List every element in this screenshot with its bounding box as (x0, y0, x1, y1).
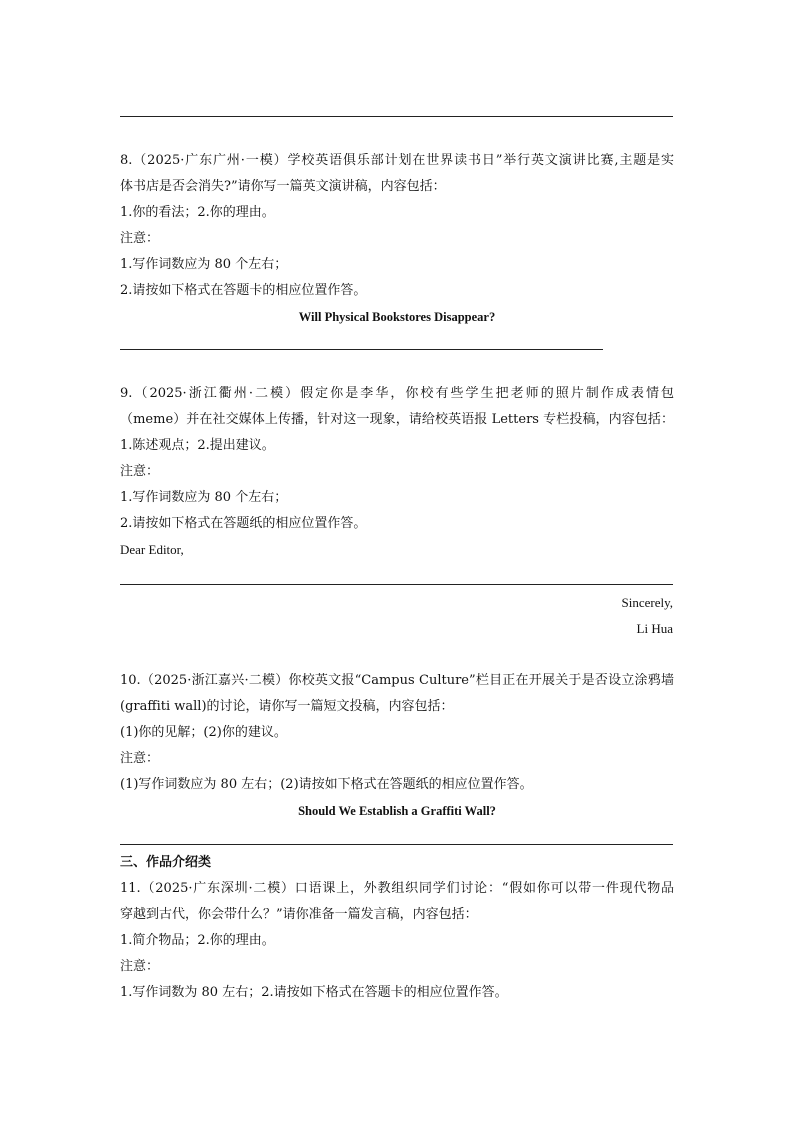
q9-signature: Li Hua (636, 621, 673, 636)
q11-content-points: 1.简介物品；2.你的理由。 (120, 933, 275, 948)
q10-requirements: (1)写作词数应为 80 左右；(2)请按如下格式在答题纸的相应位置作答。 (120, 777, 533, 792)
q9-note-label: 注意： (120, 464, 160, 479)
q11-prompt-line-1: 11.（2025·广东深圳·二模）口语课上，外教组织同学们讨论：“假如你可以带一件现代物品 (120, 881, 674, 896)
answer-line (120, 349, 603, 350)
answer-line (120, 116, 673, 117)
q8-content-points: 1.你的看法；2.你的理由。 (120, 205, 275, 220)
q8-requirement-2: 2.请按如下格式在答题卡的相应位置作答。 (120, 283, 367, 298)
q10-note-label: 注意： (120, 751, 160, 766)
section-heading: 三、作品介绍类 (120, 855, 212, 870)
q10-prompt-line-1: 10.（2025·浙江嘉兴·二模）你校英文报“Campus Culture”栏目正在开展关于是否设立涂鸦墙 (120, 673, 674, 688)
q8-prompt-line-2: 体书店是否会消失?”请你写一篇英文演讲稿，内容包括： (120, 179, 446, 194)
q11-requirements: 1.写作词数为 80 左右；2.请按如下格式在答题卡的相应位置作答。 (120, 985, 508, 1000)
q9-greeting: Dear Editor, (120, 542, 184, 557)
answer-line (120, 844, 673, 845)
q9-content-points: 1.陈述观点；2.提出建议。 (120, 438, 275, 453)
q9-closing: Sincerely, (621, 595, 673, 610)
answer-line (120, 584, 673, 585)
q10-content-points: (1)你的见解；(2)你的建议。 (120, 725, 287, 740)
q8-essay-title: Will Physical Bookstores Disappear? (298, 310, 496, 324)
q9-requirement-1: 1.写作词数应为 80 个左右； (120, 490, 288, 505)
q8-requirement-1: 1.写作词数应为 80 个左右； (120, 257, 288, 272)
q8-prompt-line-1: 8.（2025·广东广州·一模）学校英语俱乐部计划在世界读书日”举行英文演讲比赛,主题是实 (120, 153, 674, 168)
q11-note-label: 注意： (120, 959, 160, 974)
q10-essay-title: Should We Establish a Graffiti Wall? (298, 804, 496, 818)
q11-prompt-line-2: 穿越到古代，你会带什么？”请你准备一篇发言稿，内容包括： (120, 907, 478, 922)
q9-prompt-line-1: 9.（2025·浙江衢州·二模）假定你是李华，你校有些学生把老师的照片制作成表情包 (120, 386, 674, 401)
q10-prompt-line-2: (graffiti wall)的讨论，请你写一篇短文投稿，内容包括： (120, 699, 454, 714)
q9-requirement-2: 2.请按如下格式在答题纸的相应位置作答。 (120, 516, 367, 531)
q8-note-label: 注意： (120, 231, 160, 246)
q9-prompt-line-2: （meme）并在社交媒体上传播，针对这一现象，请给校英语报 Letters 专栏投稿，内容包括： (120, 412, 674, 427)
